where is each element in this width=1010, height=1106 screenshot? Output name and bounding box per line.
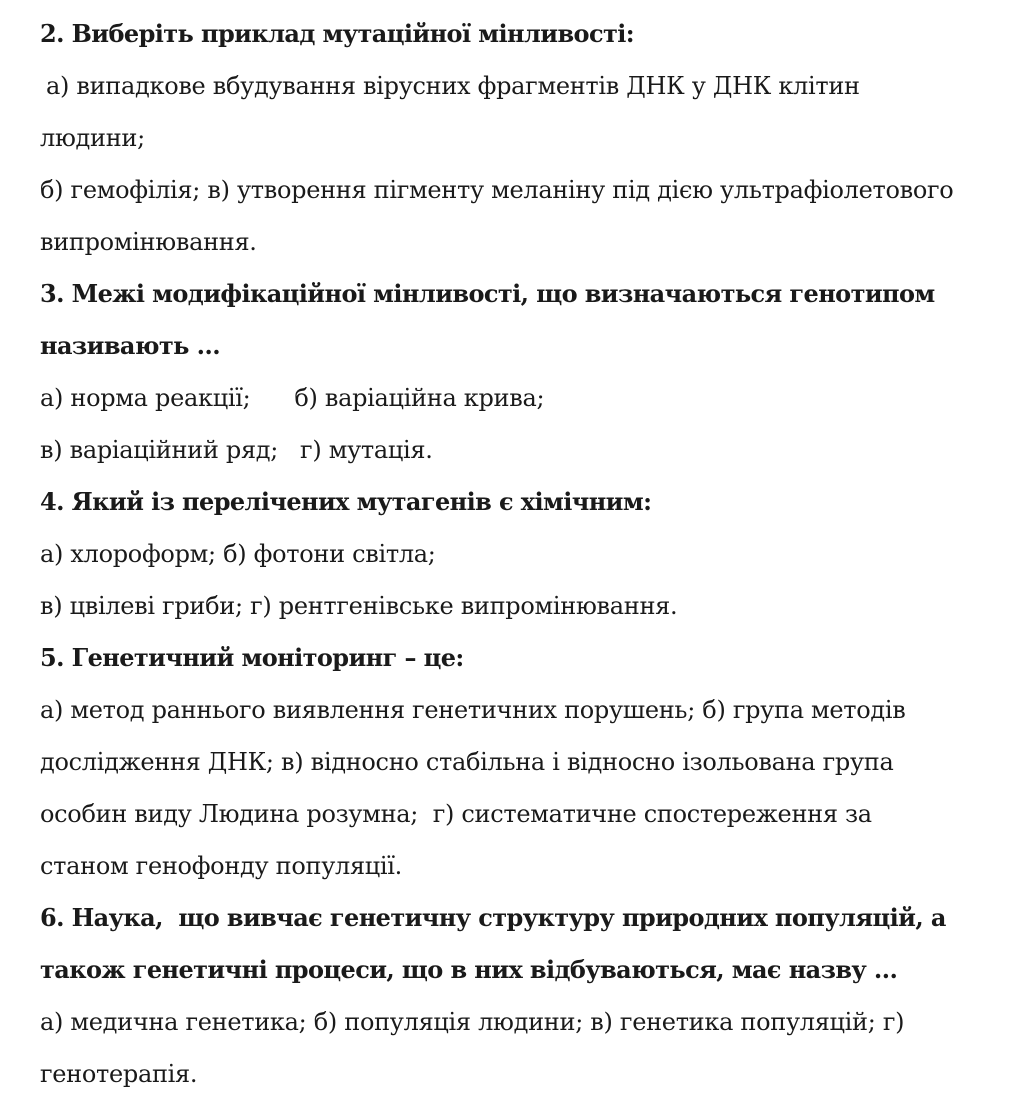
- question-5-title: 5. Генетичний моніторинг – це:: [40, 643, 464, 672]
- question-4-title: 4. Який із перелічених мутагенів є хімічним:: [40, 487, 652, 516]
- question-2-answer-line: а) випадкове вбудування вірусних фрагментів ДНК у ДНК клітин: [46, 72, 860, 100]
- question-5-answer-line: станом генофонду популяції.: [40, 852, 403, 880]
- question-6-answer-line: а) медична генетика; б) популяція людини; в) генетика популяцій; г): [40, 1008, 905, 1036]
- question-5-answer-line: дослідження ДНК; в) відносно стабільна і відносно ізольована група: [40, 748, 894, 776]
- question-2-title: 2. Виберіть приклад мутаційної мінливості:: [40, 19, 635, 48]
- question-3-answer-line: а) норма реакції; б) варіаційна крива;: [40, 384, 545, 412]
- question-3-title: 3. Межі модифікаційної мінливості, що визначаються генотипом: [40, 279, 935, 308]
- question-6-answer-line: генотерапія.: [40, 1060, 198, 1088]
- question-5-answer-line: особин виду Людина розумна; г) систематичне спостереження за: [40, 800, 872, 828]
- question-2-answer-line: людини;: [40, 124, 145, 152]
- question-6-title: 6. Наука, що вивчає генетичну структуру природних популяцій, а: [40, 903, 946, 932]
- question-2-answer-line: випромінювання.: [40, 228, 257, 256]
- question-3-title: називають …: [40, 331, 220, 360]
- question-6-title: також генетичні процеси, що в них відбуваються, має назву …: [40, 955, 898, 984]
- question-5-answer-line: а) метод раннього виявлення генетичних порушень; б) група методів: [40, 696, 906, 724]
- question-2-answer-line: б) гемофілія; в) утворення пігменту меланіну під дією ультрафіолетового: [40, 176, 954, 204]
- question-3-answer-line: в) варіаційний ряд; г) мутація.: [40, 436, 433, 464]
- document-page: [40, 14, 1000, 1106]
- question-4-answer-line: а) хлороформ; б) фотони світла;: [40, 540, 436, 568]
- question-4-answer-line: в) цвілеві гриби; г) рентгенівське випромінювання.: [40, 592, 678, 620]
